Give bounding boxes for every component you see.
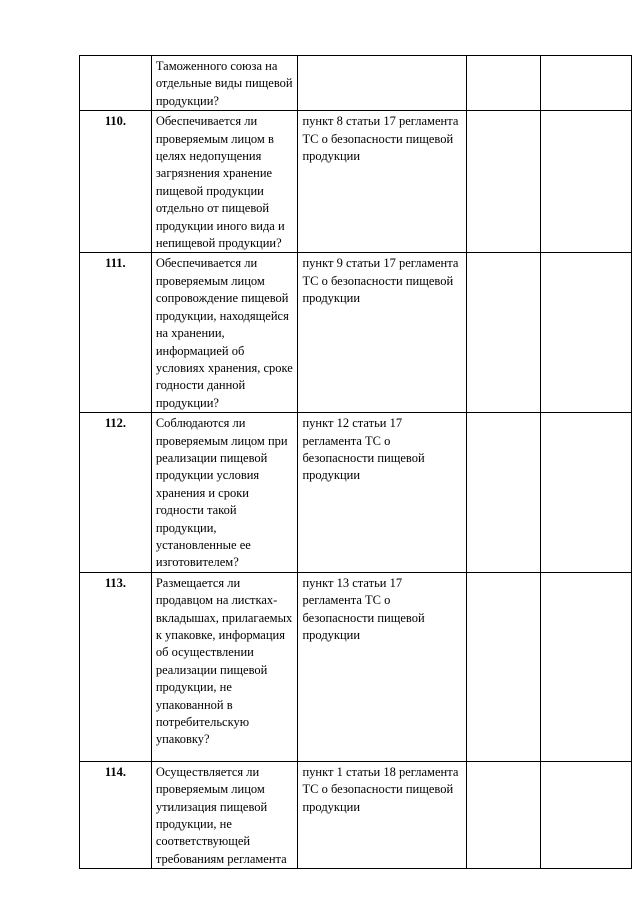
row-empty-cell <box>466 572 540 761</box>
row-empty-cell <box>466 111 540 253</box>
row-reference: пункт 12 статьи 17 регламента ТС о безопасности пищевой продукции <box>298 413 466 573</box>
row-question: Размещается ли продавцом на листках-вкладышах, прилагаемых к упаковке, информация об осуществлении реализации пищевой продукции, не упакованной в потребительскую упаковку? <box>151 572 298 761</box>
table-row <box>80 56 632 111</box>
row-empty-cell <box>466 761 540 868</box>
row-empty-cell <box>541 56 632 111</box>
row-empty-cell <box>541 253 632 413</box>
row-empty-cell <box>466 56 540 111</box>
row-number <box>80 56 152 111</box>
checklist-table <box>79 55 632 869</box>
row-question: Обеспечивается ли проверяемым лицом в целях недопущения загрязнения хранение пищевой продукции отдельно от пищевой продукции иного вида и непищевой продукции? <box>151 111 298 253</box>
row-number: 111. <box>80 253 152 413</box>
row-number: 110. <box>80 111 152 253</box>
table-row <box>80 111 632 253</box>
row-empty-cell <box>466 253 540 413</box>
table-row <box>80 572 632 761</box>
row-empty-cell <box>541 572 632 761</box>
row-empty-cell <box>541 111 632 253</box>
row-reference: пункт 8 статьи 17 регламента ТС о безопасности пищевой продукции <box>298 111 466 253</box>
table-row <box>80 413 632 573</box>
row-question: Обеспечивается ли проверяемым лицом сопровождение пищевой продукции, находящейся на хранении, информацией об условиях хранения, сроке годности данной продукции? <box>151 253 298 413</box>
row-question: Таможенного союза на отдельные виды пищевой продукции? <box>151 56 298 111</box>
row-number: 113. <box>80 572 152 761</box>
row-reference: пункт 13 статьи 17 регламента ТС о безопасности пищевой продукции <box>298 572 466 761</box>
row-empty-cell <box>541 761 632 868</box>
table-row <box>80 761 632 868</box>
row-number: 114. <box>80 761 152 868</box>
row-question: Соблюдаются ли проверяемым лицом при реализации пищевой продукции условия хранения и сроки годности такой продукции, установленные ее изготовителем? <box>151 413 298 573</box>
row-reference: пункт 9 статьи 17 регламента ТС о безопасности пищевой продукции <box>298 253 466 413</box>
row-question: Осуществляется ли проверяемым лицом утилизация пищевой продукции, не соответствующей требованиям регламента <box>151 761 298 868</box>
row-empty-cell <box>541 413 632 573</box>
row-empty-cell <box>466 413 540 573</box>
row-number: 112. <box>80 413 152 573</box>
table-row <box>80 253 632 413</box>
row-reference <box>298 56 466 111</box>
row-reference: пункт 1 статьи 18 регламента ТС о безопасности пищевой продукции <box>298 761 466 868</box>
